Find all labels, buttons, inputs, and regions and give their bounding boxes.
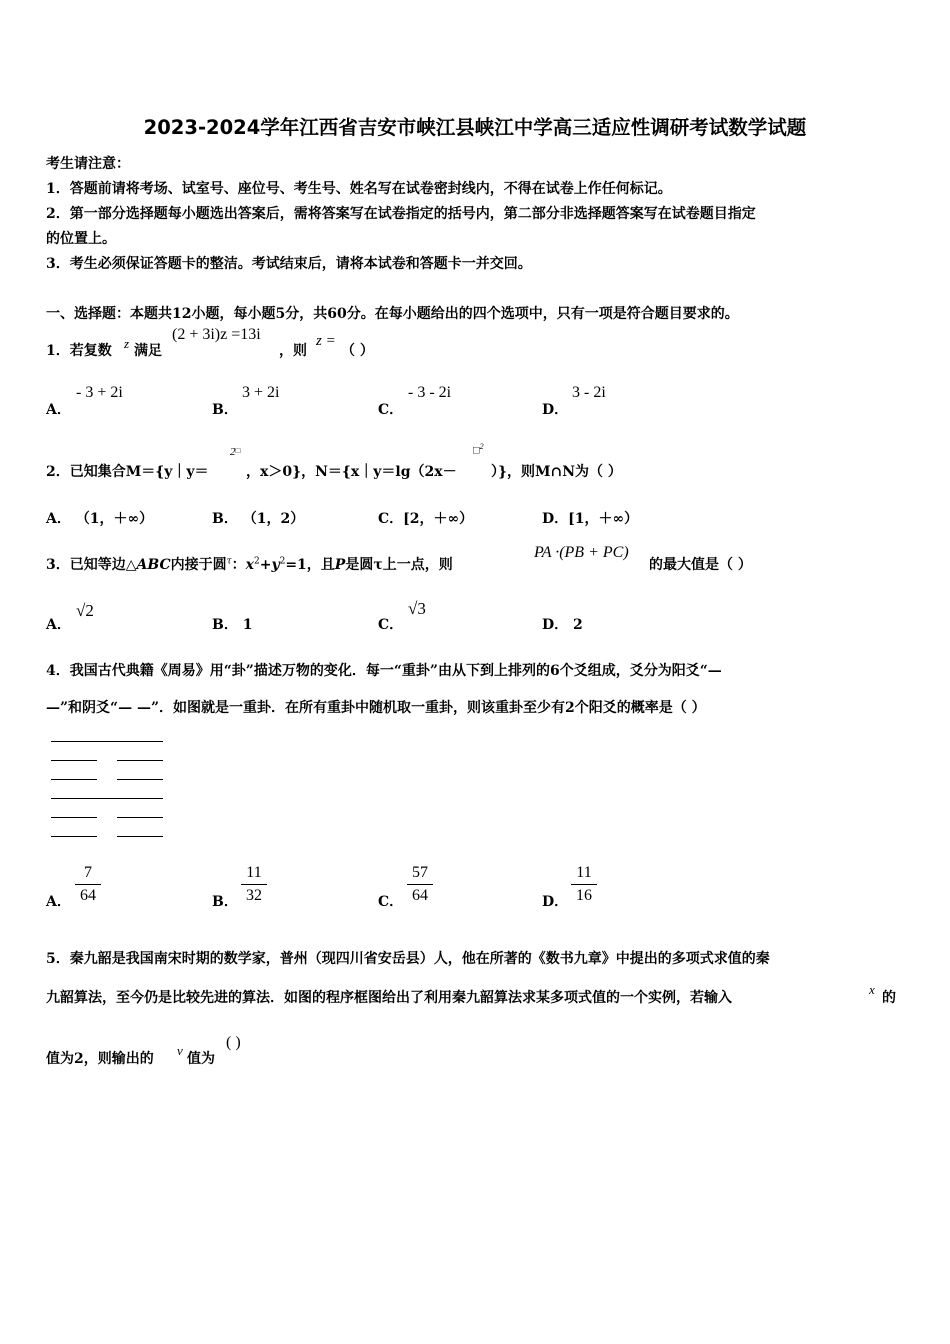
q1-paren: （ ） [341, 343, 374, 359]
q1-option-d-label: D． [542, 402, 569, 418]
q3-option-b: B． 1 [212, 617, 253, 633]
q1-then: ，则 [279, 343, 307, 359]
yin-line-segment [117, 760, 163, 761]
q3-option-c-label: C． [378, 617, 404, 633]
q4-line-2: —”和阴爻“— —”．如图就是一重卦．在所有重卦中随机取一重卦，则该重卦至少有2个阳爻的概率是（ ） [46, 700, 706, 716]
notice-item-2-cont: 的位置上。 [46, 231, 116, 247]
yin-line-segment [51, 817, 97, 818]
q5-line-3: 值为2，则输出的 [46, 1051, 154, 1067]
q2-text-b: ，x＞0}，N＝{x｜y＝lg（2x－ [246, 464, 457, 480]
yang-line [51, 741, 163, 742]
q1-option-c-value: - 3 - 2i [408, 384, 452, 401]
q4-option-a-fraction: 7 64 [71, 863, 105, 906]
yin-line-segment [117, 817, 163, 818]
q1-ask: z = [316, 333, 336, 349]
q2-option-b: B． （1，2） [212, 511, 305, 527]
q1-var-z: z [124, 336, 130, 351]
q1-option-c-label: C． [378, 402, 404, 418]
q4-option-c-fraction: 57 64 [403, 863, 437, 906]
q2-text-c: ）}，则M∩N为（ ） [491, 464, 622, 480]
notice-item-2: 2．第一部分选择题每小题选出答案后，需将答案写在试卷指定的括号内，第二部分非选择题答案写在试卷题目指定 [46, 206, 756, 222]
q2-sup-b: □$^2$ [473, 442, 484, 457]
q2-option-a: A． （1，＋∞） [46, 511, 154, 527]
q2-sup-a: 2□ [230, 446, 241, 458]
q3-expression: PA ·(PB + PC) [534, 544, 629, 561]
q4-option-d-fraction: 11 16 [567, 863, 601, 906]
q3-option-c-value: √3 [408, 599, 426, 618]
q4-option-c-label: C． [378, 894, 404, 910]
q2-option-d: D．[1，＋∞） [542, 511, 639, 527]
q3-text: 3．已知等边△ABC内接于圆$^\tau$：$x^2+y^2=1$，且P是圆τ上一点，则 [46, 556, 453, 573]
q5-line-3-b: 值为 [187, 1051, 215, 1067]
q3-option-d: D． 2 [542, 617, 583, 633]
q4-option-a-label: A． [46, 894, 71, 910]
section-heading: 一、选择题：本题共12小题，每小题5分，共60分。在每小题给出的四个选项中，只有一项是符合题目要求的。 [46, 306, 739, 322]
notice-heading: 考生请注意： [46, 156, 130, 172]
q1-option-b-value: 3 + 2i [242, 384, 280, 401]
q5-line-2-end: 的 [882, 990, 896, 1006]
q3-option-a-value: √2 [76, 601, 94, 620]
q2-option-c: C．[2，＋∞） [378, 511, 474, 527]
q4-option-b-label: B． [212, 894, 238, 910]
q5-paren: ( ) [226, 1034, 241, 1051]
yin-line-segment [117, 779, 163, 780]
yin-line-segment [51, 779, 97, 780]
yin-line-segment [51, 836, 97, 837]
q1-option-d-value: 3 - 2i [572, 384, 606, 401]
q1-equation: (2 + 3i)z =13i [172, 326, 261, 343]
yang-line [51, 798, 163, 799]
q1-option-b-label: B． [212, 402, 238, 418]
q5-line-1: 5．秦九韶是我国南宋时期的数学家，普州（现四川省安岳县）人，他在所著的《数书九章》中提出的多项式求值的秦 [46, 951, 770, 967]
yin-line-segment [117, 836, 163, 837]
q2-text-a: 2．已知集合M＝{y｜y＝ [46, 464, 209, 480]
q4-option-b-fraction: 11 32 [237, 863, 271, 906]
q1-prefix: 1．若复数 [46, 343, 112, 359]
q1-option-a-value: - 3 + 2i [76, 384, 123, 401]
q5-var-x: x [869, 982, 875, 997]
notice-item-3: 3．考生必须保证答题卡的整洁。考试结束后，请将本试卷和答题卡一并交回。 [46, 256, 532, 272]
q1-option-a-label: A． [46, 402, 71, 418]
notice-item-1: 1．答题前请将考场、试室号、座位号、考生号、姓名写在试卷密封线内，不得在试卷上作任何标记。 [46, 181, 672, 197]
q5-var-v: v [177, 1043, 183, 1058]
q1-mid: 满足 [134, 343, 162, 359]
q3-text-end: 的最大值是（ ） [649, 557, 752, 573]
yin-line-segment [51, 760, 97, 761]
q5-line-2: 九韶算法，至今仍是比较先进的算法．如图的程序框图给出了利用秦九韶算法求某多项式值的一个实例，若输入 [46, 990, 732, 1006]
q4-option-d-label: D． [542, 894, 569, 910]
q4-line-1: 4．我国古代典籍《周易》用“卦”描述万物的变化．每一“重卦”由从下到上排列的6个爻组成，爻分为阳爻“— [46, 663, 722, 679]
q3-option-a-label: A． [46, 617, 71, 633]
page-title: 2023-2024学年江西省吉安市峡江县峡江中学高三适应性调研考试数学试题 [143, 116, 807, 139]
